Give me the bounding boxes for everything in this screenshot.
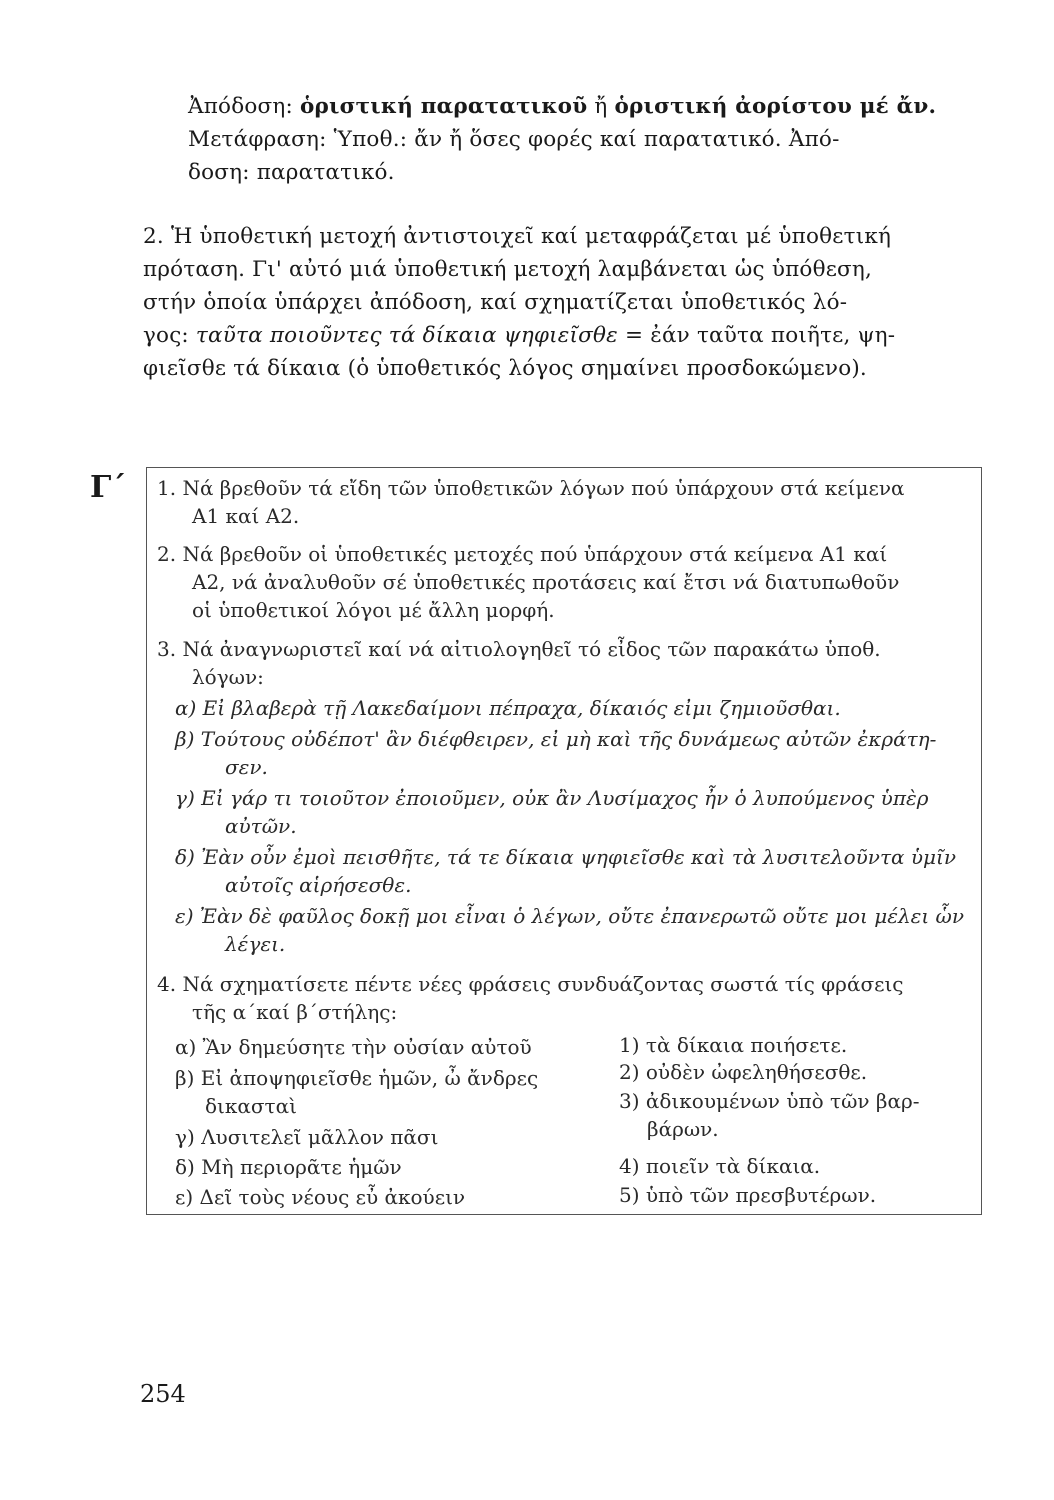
text-line: 2. Ἡ ὑποθετική μετοχή ἀντιστοιχεῖ καί μεταφράζεται μέ ὑποθετική <box>143 224 892 249</box>
exercise-1-line: Α1 καί Α2. <box>192 504 300 528</box>
column-b-item: 5) ὑπὸ τῶν πρεσβυτέρων. <box>619 1183 877 1207</box>
exercise-2-line: Α2, νά ἀναλυθοῦν σέ ὑποθετικές προτάσεις καί ἔτσι νά διατυπωθοῦν <box>192 570 900 594</box>
column-a-item: δ) Μὴ περιορᾶτε ἡμῶν <box>175 1155 402 1179</box>
exercise-1-line: 1. Νά βρεθοῦν τά εἴδη τῶν ὑποθετικῶν λόγων πού ὑπάρχουν στά κείμενα <box>157 476 905 500</box>
column-b-item: 1) τὰ δίκαια ποιήσετε. <box>619 1033 848 1057</box>
exercise-3-item: αὐτοῖς αἱρήσεσθε. <box>225 873 412 897</box>
column-a-item: γ) Λυσιτελεῖ μᾶλλον πᾶσι <box>175 1125 439 1149</box>
exercise-3-line: 3. Νά ἀναγνωριστεῖ καί νά αἰτιολογηθεῖ τό εἶδος τῶν παρακάτω ὑποθ. <box>157 637 881 661</box>
exercise-3-item: α) Εἰ βλαβερὰ τῇ Λακεδαίμονι πέπραχα, δίκαιός εἰμι ζημιοῦσθαι. <box>175 696 841 720</box>
text-span: ἤ <box>587 94 615 119</box>
column-a-item: β) Εἰ ἀποψηφιεῖσθε ἡμῶν, ὦ ἄνδρες <box>175 1066 539 1090</box>
exercise-3-line: λόγων: <box>192 665 264 689</box>
text-line <box>143 321 895 351</box>
column-b-item: 4) ποιεῖν τὰ δίκαια. <box>619 1154 821 1178</box>
column-b-item: 3) ἀδικουμένων ὑπὸ τῶν βαρ- <box>619 1089 920 1113</box>
exercise-3-item: γ) Εἰ γάρ τι τοιοῦτον ἐποιοῦμεν, οὐκ ἂν Λυσίμαχος ἦν ὁ λυπούμενος ὑπὲρ <box>175 786 929 810</box>
column-a-item: ε) Δεῖ τοὺς νέους εὖ ἀκούειν <box>175 1185 466 1209</box>
exercise-3-item: σεν. <box>225 755 268 779</box>
exercise-4-line: τῆς α΄καί β΄στήλης: <box>192 1000 398 1024</box>
text-line: φιεῖσθε τά δίκαια (ὁ ὑποθετικός λόγος σημαίνει προσδοκώμενο). <box>143 356 867 381</box>
exercise-3-item: δ) Ἐὰν οὖν ἐμοὶ πεισθῆτε, τά τε δίκαια ψηφιεῖσθε καὶ τὰ λυσιτελοῦντα ὑμῖν <box>175 845 957 869</box>
exercise-2-line: οἱ ὑποθετικοί λόγοι μέ ἄλλη μορφή. <box>192 598 555 622</box>
text-line: δοση: παρατατικό. <box>188 160 395 185</box>
bold-span: ὁριστική παρατατικοῦ <box>299 94 588 119</box>
exercise-3-item: β) Τούτους οὐδέποτ' ἂν διέφθειρεν, εἰ μὴ καὶ τῆς δυνάμεως αὐτῶν ἐκράτη- <box>175 727 937 751</box>
exercise-3-item: λέγει. <box>225 932 286 956</box>
section-letter: Γ΄ <box>90 470 127 505</box>
column-b-item: βάρων. <box>647 1117 719 1141</box>
text-line: πρόταση. Γι' αὐτό μιά ὑποθετική μετοχή λαμβάνεται ὡς ὑπόθεση, <box>143 257 873 282</box>
exercise-3-item: αὐτῶν. <box>225 814 297 838</box>
bold-span: ὁριστική ἀορίστου μέ ἄν. <box>614 94 937 119</box>
text-span: γος: <box>143 323 196 348</box>
exercise-2-line: 2. Νά βρεθοῦν οἱ ὑποθετικές μετοχές πού ὑπάρχουν στά κείμενα Α1 καί <box>157 542 888 566</box>
page-number: 254 <box>140 1380 186 1408</box>
exercise-box <box>146 467 982 1215</box>
exercise-4-line: 4. Νά σχηματίσετε πέντε νέες φράσεις συνδυάζοντας σωστά τίς φράσεις <box>157 972 904 996</box>
text-line: στήν ὁποία ὑπάρχει ἀπόδοση, καί σχηματίζεται ὑποθετικός λό- <box>143 290 848 315</box>
text-span: = ἐάν ταῦτα ποιῆτε, ψη- <box>617 323 896 348</box>
text-line: Μετάφραση: Ὑποθ.: ἄν ἤ ὅσες φορές καί παρατατικό. Ἀπό- <box>188 127 840 152</box>
text-line <box>188 92 936 122</box>
text-span: Ἀπόδοση: <box>188 94 300 119</box>
column-a-item: α) Ἂν δημεύσητε τὴν οὐσίαν αὐτοῦ <box>175 1035 532 1059</box>
italic-span: ταῦτα ποιοῦντες τά δίκαια ψηφιεῖσθε <box>195 323 618 348</box>
exercise-3-item: ε) Ἐὰν δὲ φαῦλος δοκῇ μοι εἶναι ὁ λέγων, οὔτε ἐπανερωτῶ οὔτε μοι μέλει ὧν <box>175 904 965 928</box>
column-a-item: δικασταὶ <box>205 1094 297 1118</box>
column-b-item: 2) οὐδὲν ὠφεληθήσεσθε. <box>619 1060 868 1084</box>
